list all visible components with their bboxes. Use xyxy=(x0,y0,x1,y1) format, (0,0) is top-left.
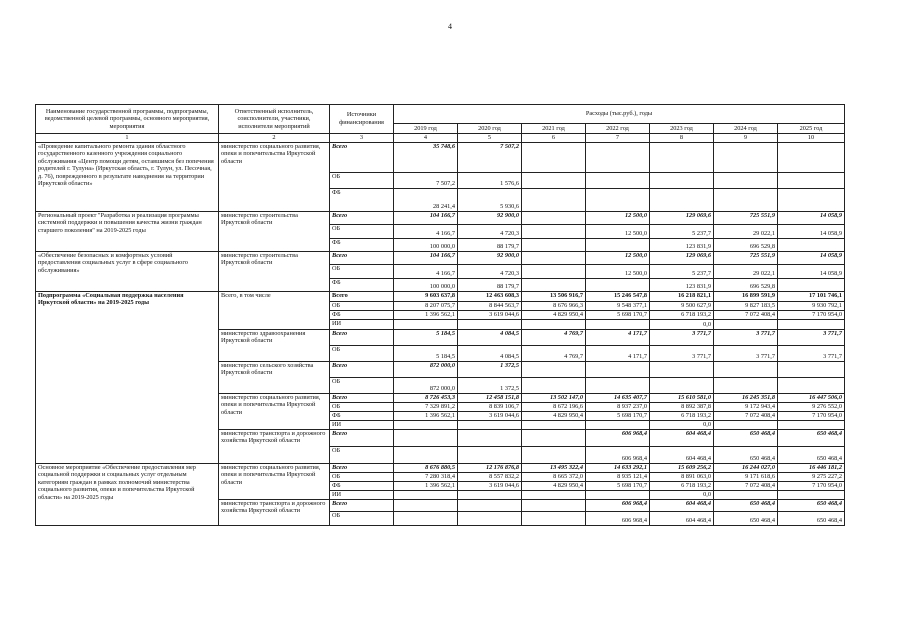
amount-cell xyxy=(778,142,845,172)
amount-cell: 14 058,9 xyxy=(778,251,845,264)
amount-cell: 3 771,7 xyxy=(650,329,714,345)
amount-cell xyxy=(586,361,650,377)
executor-cell: министерство транспорта и дорожного хозяйства Иркутской области xyxy=(219,429,330,463)
table-body xyxy=(36,142,845,525)
funding-source-cell: ОБ xyxy=(330,224,394,238)
amount-cell xyxy=(650,377,714,393)
amount-cell xyxy=(458,490,522,499)
amount-cell: 104 166,7 xyxy=(394,251,458,264)
amount-cell: 8 935 121,4 xyxy=(586,472,650,481)
amount-cell: 4 084,5 xyxy=(458,329,522,345)
amount-cell xyxy=(394,446,458,463)
amount-cell: 0,0 xyxy=(650,490,714,499)
amount-cell: 12 500,0 xyxy=(586,264,650,278)
amount-cell: 725 551,9 xyxy=(714,251,778,264)
amount-cell xyxy=(522,142,586,172)
amount-cell: 9 172 943,4 xyxy=(714,402,778,411)
amount-cell: 606 968,4 xyxy=(586,511,650,525)
amount-cell: 123 831,9 xyxy=(650,278,714,291)
amount-cell xyxy=(394,319,458,329)
amount-cell xyxy=(394,429,458,446)
amount-cell: 872 000,0 xyxy=(394,377,458,393)
amount-cell: 7 507,2 xyxy=(394,172,458,188)
amount-cell: 8 892 387,8 xyxy=(650,402,714,411)
amount-cell: 1 372,5 xyxy=(458,377,522,393)
amount-cell: 604 468,4 xyxy=(650,446,714,463)
amount-cell xyxy=(586,490,650,499)
amount-cell xyxy=(586,142,650,172)
amount-cell: 872 000,0 xyxy=(394,361,458,377)
amount-cell: 16 899 591,9 xyxy=(714,291,778,301)
amount-cell: 8 665 372,0 xyxy=(522,472,586,481)
amount-cell xyxy=(458,319,522,329)
amount-cell: 3 619 044,6 xyxy=(458,411,522,420)
amount-cell: 8 839 106,7 xyxy=(458,402,522,411)
program-name-cell: «Проведение капитального ремонта здания областного государственного казенного учреждения социального обслуживания «Центр помощи детям, оставшимся без попечения родителей г. Тулуна» (Иркутская область, г. Тулун, ул. Песочная, д. 76), поврежденного в результате наводнения на территории Иркутской области» xyxy=(36,142,219,211)
funding-source-cell: ОБ xyxy=(330,402,394,411)
amount-cell: 29 022,1 xyxy=(714,264,778,278)
amount-cell xyxy=(714,361,778,377)
amount-cell xyxy=(778,361,845,377)
amount-cell: 9 827 183,5 xyxy=(714,301,778,310)
amount-cell xyxy=(586,420,650,429)
amount-cell: 650 468,4 xyxy=(778,429,845,446)
col-number: 2 xyxy=(219,134,330,143)
year-header: 2025 год xyxy=(778,124,845,134)
amount-cell: 104 166,7 xyxy=(394,211,458,224)
amount-cell: 650 468,4 xyxy=(714,499,778,511)
amount-cell: 4 829 950,4 xyxy=(522,310,586,319)
table-row xyxy=(36,251,845,264)
amount-cell xyxy=(714,420,778,429)
amount-cell: 7 170 954,0 xyxy=(778,481,845,490)
amount-cell xyxy=(522,429,586,446)
executor-cell: министерство социального развития, опеки и попечительства Иркутской области xyxy=(219,463,330,499)
amount-cell: 1 372,5 xyxy=(458,361,522,377)
amount-cell: 7 072 408,4 xyxy=(714,310,778,319)
funding-source-cell: ФБ xyxy=(330,278,394,291)
amount-cell: 4 769,7 xyxy=(522,345,586,361)
executor-cell: министерство социального развития, опеки и попечительства Иркутской области xyxy=(219,393,330,429)
amount-cell: 92 900,0 xyxy=(458,211,522,224)
amount-cell xyxy=(522,511,586,525)
amount-cell xyxy=(778,377,845,393)
amount-cell xyxy=(778,238,845,251)
amount-cell: 7 072 408,4 xyxy=(714,411,778,420)
funding-source-cell: ФБ xyxy=(330,310,394,319)
amount-cell: 650 468,4 xyxy=(714,429,778,446)
funding-source-cell: Всего xyxy=(330,329,394,345)
amount-cell: 3 771,7 xyxy=(714,329,778,345)
funding-source-cell: ИИ xyxy=(330,490,394,499)
amount-cell: 16 244 027,0 xyxy=(714,463,778,472)
col-number: 6 xyxy=(522,134,586,143)
amount-cell xyxy=(522,446,586,463)
amount-cell xyxy=(394,499,458,511)
amount-cell: 12 176 876,8 xyxy=(458,463,522,472)
amount-cell: 696 529,8 xyxy=(714,278,778,291)
table-row xyxy=(36,142,845,172)
amount-cell: 6 718 193,2 xyxy=(650,411,714,420)
amount-cell: 16 447 506,0 xyxy=(778,393,845,402)
amount-cell xyxy=(522,188,586,211)
amount-cell: 604 468,4 xyxy=(650,499,714,511)
amount-cell xyxy=(458,499,522,511)
amount-cell: 4 829 950,4 xyxy=(522,481,586,490)
funding-source-cell: ОБ xyxy=(330,264,394,278)
amount-cell xyxy=(522,224,586,238)
amount-cell: 6 718 193,2 xyxy=(650,481,714,490)
funding-source-cell: Всего xyxy=(330,429,394,446)
amount-cell: 4 720,3 xyxy=(458,224,522,238)
amount-cell: 4 166,7 xyxy=(394,264,458,278)
amount-cell: 1 396 562,1 xyxy=(394,310,458,319)
amount-cell xyxy=(522,319,586,329)
amount-cell xyxy=(522,499,586,511)
amount-cell: 4 171,7 xyxy=(586,345,650,361)
page-number: 4 xyxy=(448,22,452,31)
amount-cell: 5 237,7 xyxy=(650,264,714,278)
amount-cell: 14 058,9 xyxy=(778,224,845,238)
col-header-expenses: Расходы (тыс.руб.), годы xyxy=(394,105,845,124)
amount-cell: 3 771,7 xyxy=(778,329,845,345)
funding-source-cell: Всего xyxy=(330,393,394,402)
amount-cell: 12 500,0 xyxy=(586,211,650,224)
amount-cell: 8 207 075,7 xyxy=(394,301,458,310)
amount-cell xyxy=(586,172,650,188)
col-number: 1 xyxy=(36,134,219,143)
amount-cell xyxy=(522,278,586,291)
amount-cell: 5 184,5 xyxy=(394,329,458,345)
executor-cell: Всего, в том числе xyxy=(219,291,330,329)
amount-cell: 5 930,6 xyxy=(458,188,522,211)
amount-cell: 3 771,7 xyxy=(714,345,778,361)
year-header: 2024 год xyxy=(714,124,778,134)
amount-cell xyxy=(714,188,778,211)
col-header-source: Источники финансирования xyxy=(330,105,394,134)
funding-source-cell: ФБ xyxy=(330,188,394,211)
amount-cell xyxy=(714,172,778,188)
amount-cell xyxy=(394,490,458,499)
amount-cell xyxy=(778,172,845,188)
amount-cell: 1 576,6 xyxy=(458,172,522,188)
amount-cell: 3 619 044,6 xyxy=(458,310,522,319)
funding-source-cell: ОБ xyxy=(330,377,394,393)
amount-cell xyxy=(650,142,714,172)
funding-source-cell: ОБ xyxy=(330,511,394,525)
amount-cell: 15 609 256,2 xyxy=(650,463,714,472)
amount-cell: 4 084,5 xyxy=(458,345,522,361)
amount-cell xyxy=(522,172,586,188)
amount-cell xyxy=(458,420,522,429)
amount-cell: 9 548 377,1 xyxy=(586,301,650,310)
amount-cell: 9 276 552,0 xyxy=(778,402,845,411)
amount-cell xyxy=(714,377,778,393)
col-number: 8 xyxy=(650,134,714,143)
amount-cell: 6 718 193,2 xyxy=(650,310,714,319)
table-header xyxy=(36,105,845,143)
amount-cell xyxy=(586,319,650,329)
amount-cell xyxy=(522,264,586,278)
program-name-cell: Подпрограмма «Социальная поддержка населения Иркутской области» на 2019-2025 годы xyxy=(36,291,219,463)
amount-cell: 129 069,6 xyxy=(650,251,714,264)
amount-cell xyxy=(394,511,458,525)
amount-cell: 8 726 453,3 xyxy=(394,393,458,402)
table-row xyxy=(36,291,845,301)
amount-cell xyxy=(458,446,522,463)
amount-cell: 129 069,6 xyxy=(650,211,714,224)
col-number: 5 xyxy=(458,134,522,143)
amount-cell: 4 769,7 xyxy=(522,329,586,345)
year-header: 2020 год xyxy=(458,124,522,134)
funding-source-cell: Всего xyxy=(330,361,394,377)
amount-cell: 5 184,5 xyxy=(394,345,458,361)
amount-cell xyxy=(522,377,586,393)
col-number: 3 xyxy=(330,134,394,143)
table-row xyxy=(36,463,845,472)
amount-cell: 650 468,4 xyxy=(778,499,845,511)
amount-cell: 3 771,7 xyxy=(650,345,714,361)
amount-cell: 100 000,0 xyxy=(394,278,458,291)
amount-cell xyxy=(778,278,845,291)
amount-cell: 7 072 408,4 xyxy=(714,481,778,490)
program-name-cell: «Обеспечение безопасных и комфортных условий предоставления социальных услуг в сфере социального обслуживания» xyxy=(36,251,219,291)
amount-cell: 8 676 880,5 xyxy=(394,463,458,472)
amount-cell xyxy=(586,188,650,211)
funding-source-cell: ОБ xyxy=(330,172,394,188)
funding-source-cell: ФБ xyxy=(330,481,394,490)
amount-cell xyxy=(522,251,586,264)
amount-cell: 3 619 044,6 xyxy=(458,481,522,490)
amount-cell: 650 468,4 xyxy=(778,511,845,525)
executor-cell: министерство строительства Иркутской области xyxy=(219,211,330,251)
amount-cell: 13 502 147,0 xyxy=(522,393,586,402)
amount-cell: 5 698 170,7 xyxy=(586,411,650,420)
amount-cell: 16 245 351,8 xyxy=(714,393,778,402)
amount-cell: 15 246 547,8 xyxy=(586,291,650,301)
amount-cell xyxy=(522,490,586,499)
amount-cell: 1 396 562,1 xyxy=(394,481,458,490)
amount-cell: 9 171 618,6 xyxy=(714,472,778,481)
amount-cell xyxy=(586,377,650,393)
amount-cell: 12 500,0 xyxy=(586,224,650,238)
amount-cell: 16 218 821,1 xyxy=(650,291,714,301)
amount-cell: 8 891 063,0 xyxy=(650,472,714,481)
amount-cell: 5 237,7 xyxy=(650,224,714,238)
amount-cell: 88 179,7 xyxy=(458,238,522,251)
amount-cell: 12 458 151,8 xyxy=(458,393,522,402)
amount-cell: 14 058,9 xyxy=(778,211,845,224)
amount-cell xyxy=(650,188,714,211)
amount-cell: 604 468,4 xyxy=(650,429,714,446)
funding-source-cell: Всего xyxy=(330,463,394,472)
amount-cell: 14 633 292,1 xyxy=(586,463,650,472)
amount-cell: 12 500,0 xyxy=(586,251,650,264)
amount-cell: 9 603 637,8 xyxy=(394,291,458,301)
funding-source-cell: ОБ xyxy=(330,446,394,463)
amount-cell: 650 468,4 xyxy=(714,511,778,525)
budget-table xyxy=(35,104,845,526)
amount-cell: 650 468,4 xyxy=(714,446,778,463)
amount-cell xyxy=(714,319,778,329)
funding-source-cell: Всего xyxy=(330,291,394,301)
amount-cell: 9 500 627,9 xyxy=(650,301,714,310)
amount-cell: 92 900,0 xyxy=(458,251,522,264)
col-number: 4 xyxy=(394,134,458,143)
amount-cell: 4 829 950,4 xyxy=(522,411,586,420)
amount-cell: 9 275 227,2 xyxy=(778,472,845,481)
amount-cell: 0,0 xyxy=(650,420,714,429)
amount-cell: 5 698 170,7 xyxy=(586,310,650,319)
amount-cell: 650 468,4 xyxy=(778,446,845,463)
amount-cell: 7 507,2 xyxy=(458,142,522,172)
amount-cell: 13 506 916,7 xyxy=(522,291,586,301)
amount-cell: 606 968,4 xyxy=(586,429,650,446)
funding-source-cell: Всего xyxy=(330,251,394,264)
amount-cell: 604 468,4 xyxy=(650,511,714,525)
amount-cell xyxy=(586,238,650,251)
amount-cell: 15 610 581,0 xyxy=(650,393,714,402)
col-number: 10 xyxy=(778,134,845,143)
amount-cell xyxy=(522,238,586,251)
funding-source-cell: ОБ xyxy=(330,472,394,481)
executor-cell: министерство социального развития, опеки и попечительства Иркутской области xyxy=(219,142,330,211)
amount-cell: 88 179,7 xyxy=(458,278,522,291)
amount-cell: 7 170 954,0 xyxy=(778,411,845,420)
amount-cell: 696 529,8 xyxy=(714,238,778,251)
amount-cell xyxy=(650,172,714,188)
funding-source-cell: ФБ xyxy=(330,411,394,420)
amount-cell xyxy=(522,211,586,224)
amount-cell xyxy=(458,429,522,446)
amount-cell: 725 551,9 xyxy=(714,211,778,224)
amount-cell: 4 720,3 xyxy=(458,264,522,278)
col-header-name: Наименование государственной программы, подпрограммы, ведомственной целевой программы, основного мероприятия, мероприятия xyxy=(36,105,219,134)
amount-cell: 8 557 832,2 xyxy=(458,472,522,481)
amount-cell: 9 930 792,1 xyxy=(778,301,845,310)
amount-cell: 7 329 891,2 xyxy=(394,402,458,411)
amount-cell xyxy=(714,490,778,499)
funding-source-cell: Всего xyxy=(330,499,394,511)
amount-cell: 123 831,9 xyxy=(650,238,714,251)
amount-cell: 7 170 954,0 xyxy=(778,310,845,319)
amount-cell: 100 000,0 xyxy=(394,238,458,251)
amount-cell: 4 171,7 xyxy=(586,329,650,345)
amount-cell xyxy=(778,490,845,499)
amount-cell: 28 241,4 xyxy=(394,188,458,211)
amount-cell: 4 166,7 xyxy=(394,224,458,238)
funding-source-cell: ОБ xyxy=(330,301,394,310)
amount-cell: 8 844 563,7 xyxy=(458,301,522,310)
col-number: 9 xyxy=(714,134,778,143)
amount-cell xyxy=(778,420,845,429)
amount-cell xyxy=(714,142,778,172)
amount-cell xyxy=(522,420,586,429)
amount-cell: 606 968,4 xyxy=(586,499,650,511)
amount-cell: 8 676 966,3 xyxy=(522,301,586,310)
amount-cell xyxy=(778,319,845,329)
amount-cell xyxy=(394,420,458,429)
amount-cell: 606 968,4 xyxy=(586,446,650,463)
amount-cell xyxy=(586,278,650,291)
funding-source-cell: Всего xyxy=(330,211,394,224)
program-name-cell: Региональный проект "Разработка и реализация программы системной поддержки и повышения качества жизни граждан старшего поколения" на 2019-2025 годы xyxy=(36,211,219,251)
amount-cell: 12 463 608,3 xyxy=(458,291,522,301)
funding-source-cell: ИИ xyxy=(330,420,394,429)
amount-cell: 17 101 746,1 xyxy=(778,291,845,301)
amount-cell: 1 396 562,1 xyxy=(394,411,458,420)
amount-cell: 35 748,6 xyxy=(394,142,458,172)
funding-source-cell: Всего xyxy=(330,142,394,172)
amount-cell: 29 022,1 xyxy=(714,224,778,238)
col-header-executor: Ответственный исполнитель, соисполнители, участники, исполнители мероприятий xyxy=(219,105,330,134)
amount-cell: 0,0 xyxy=(650,319,714,329)
funding-source-cell: ФБ xyxy=(330,238,394,251)
amount-cell: 8 937 237,0 xyxy=(586,402,650,411)
amount-cell xyxy=(458,511,522,525)
year-header: 2022 год xyxy=(586,124,650,134)
amount-cell: 13 495 322,4 xyxy=(522,463,586,472)
table-row xyxy=(36,211,845,224)
amount-cell: 14 635 407,7 xyxy=(586,393,650,402)
funding-source-cell: ОБ xyxy=(330,345,394,361)
amount-cell xyxy=(778,188,845,211)
amount-cell: 5 698 170,7 xyxy=(586,481,650,490)
executor-cell: министерство строительства Иркутской области xyxy=(219,251,330,291)
year-header: 2023 год xyxy=(650,124,714,134)
program-name-cell: Основное мероприятие «Обеспечение предоставления мер социальной поддержки и социальных услуг отдельным категориям граждан в рамках полномочий министерства социального развития, опеки и попечительства Иркутской области» на 2019-2025 годы xyxy=(36,463,219,525)
year-header: 2019 год xyxy=(394,124,458,134)
col-number: 7 xyxy=(586,134,650,143)
amount-cell xyxy=(522,361,586,377)
amount-cell: 3 771,7 xyxy=(778,345,845,361)
amount-cell: 8 672 196,6 xyxy=(522,402,586,411)
funding-source-cell: ИИ xyxy=(330,319,394,329)
amount-cell: 7 280 318,4 xyxy=(394,472,458,481)
executor-cell: министерство транспорта и дорожного хозяйства Иркутской области xyxy=(219,499,330,525)
executor-cell: министерство здравоохранения Иркутской области xyxy=(219,329,330,361)
amount-cell: 14 058,9 xyxy=(778,264,845,278)
amount-cell xyxy=(650,361,714,377)
amount-cell: 16 446 181,2 xyxy=(778,463,845,472)
year-header: 2021 год xyxy=(522,124,586,134)
executor-cell: министерство сельского хозяйства Иркутской области xyxy=(219,361,330,393)
